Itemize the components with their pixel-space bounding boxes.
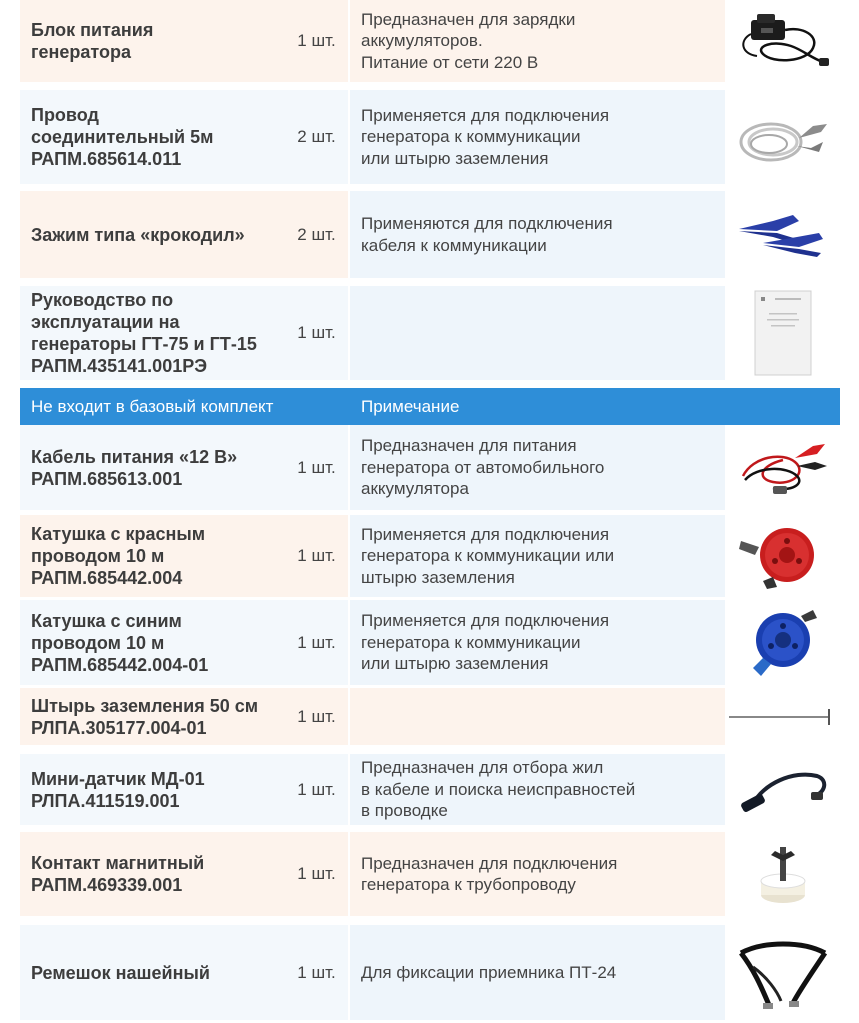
item-name: Катушка с синим проводом 10 м РАПМ.685442.004-01: [20, 600, 285, 685]
section-header: [20, 388, 840, 425]
item-qty: 1 шт.: [285, 425, 348, 510]
item-note: Предназначен для питания генератора от автомобильного аккумулятора: [350, 425, 725, 510]
item-qty: 1 шт.: [285, 925, 348, 1020]
item-qty: 1 шт.: [285, 0, 348, 82]
item-name: Катушка с красным проводом 10 м РАПМ.685442.004: [20, 515, 285, 597]
item-qty: 2 шт.: [285, 191, 348, 278]
ground-rod-icon: [725, 688, 840, 745]
power-adapter-icon: [725, 0, 840, 82]
item-name: Блок питания генератора: [20, 0, 285, 82]
magnetic-contact-icon: [725, 832, 840, 916]
item-note: [350, 688, 725, 745]
table-row: [20, 515, 840, 597]
neck-strap-icon: [725, 925, 840, 1020]
item-note: Применяется для подключения генератора к коммуникации или штырю заземления: [350, 90, 725, 184]
item-note: Предназначен для отбора жил в кабеле и поиска неисправностей в проводке: [350, 754, 725, 825]
item-note: Для фиксации приемника ПТ-24: [350, 925, 725, 1020]
item-note: Применяется для подключения генератора к коммуникации или штырю заземления: [350, 600, 725, 685]
table-row: [20, 286, 840, 380]
item-name: Контакт магнитный РАПМ.469339.001: [20, 832, 285, 916]
section-header-title: Не входит в базовый комплект: [31, 397, 274, 416]
item-name: Зажим типа «крокодил»: [20, 191, 285, 278]
table-row: [20, 754, 840, 825]
item-qty: 1 шт.: [285, 688, 348, 745]
mini-sensor-icon: [725, 754, 840, 825]
item-qty: 1 шт.: [285, 515, 348, 597]
table-row: [20, 0, 840, 82]
item-qty: 2 шт.: [285, 90, 348, 184]
item-name: Руководство по эксплуатации на генераторы ГТ-75 и ГТ-15 РАПМ.435141.001РЭ: [20, 286, 285, 380]
cable-coil-icon: [725, 90, 840, 184]
power-cable-12v-icon: [725, 425, 840, 510]
item-name: Кабель питания «12 В» РАПМ.685613.001: [20, 425, 285, 510]
table-row: [20, 600, 840, 685]
blue-reel-icon: [725, 600, 840, 685]
table-row: [20, 90, 840, 184]
table-row: [20, 925, 840, 1020]
item-qty: 1 шт.: [285, 286, 348, 380]
item-qty: 1 шт.: [285, 754, 348, 825]
item-name: Штырь заземления 50 см РЛПА.305177.004-01: [20, 688, 285, 745]
item-name: Ремешок нашейный: [20, 925, 285, 1020]
item-note: Применяются для подключения кабеля к коммуникации: [350, 191, 725, 278]
item-name: Мини-датчик МД-01 РЛПА.411519.001: [20, 754, 285, 825]
item-name: Провод соединительный 5м РАПМ.685614.011: [20, 90, 285, 184]
manual-icon: [725, 286, 840, 380]
item-qty: 1 шт.: [285, 832, 348, 916]
item-note: Применяется для подключения генератора к коммуникации или штырю заземления: [350, 515, 725, 597]
table-row: [20, 191, 840, 278]
item-note: Предназначен для подключения генератора к трубопроводу: [350, 832, 725, 916]
item-note: Предназначен для зарядки аккумуляторов. Питание от сети 220 В: [350, 0, 725, 82]
crocodile-clip-icon: [725, 191, 840, 278]
table-row: [20, 688, 840, 745]
table-row: [20, 832, 840, 916]
section-header-note: Примечание: [361, 397, 460, 416]
item-note: [350, 286, 725, 380]
red-reel-icon: [725, 515, 840, 597]
item-qty: 1 шт.: [285, 600, 348, 685]
table-row: [20, 425, 840, 510]
